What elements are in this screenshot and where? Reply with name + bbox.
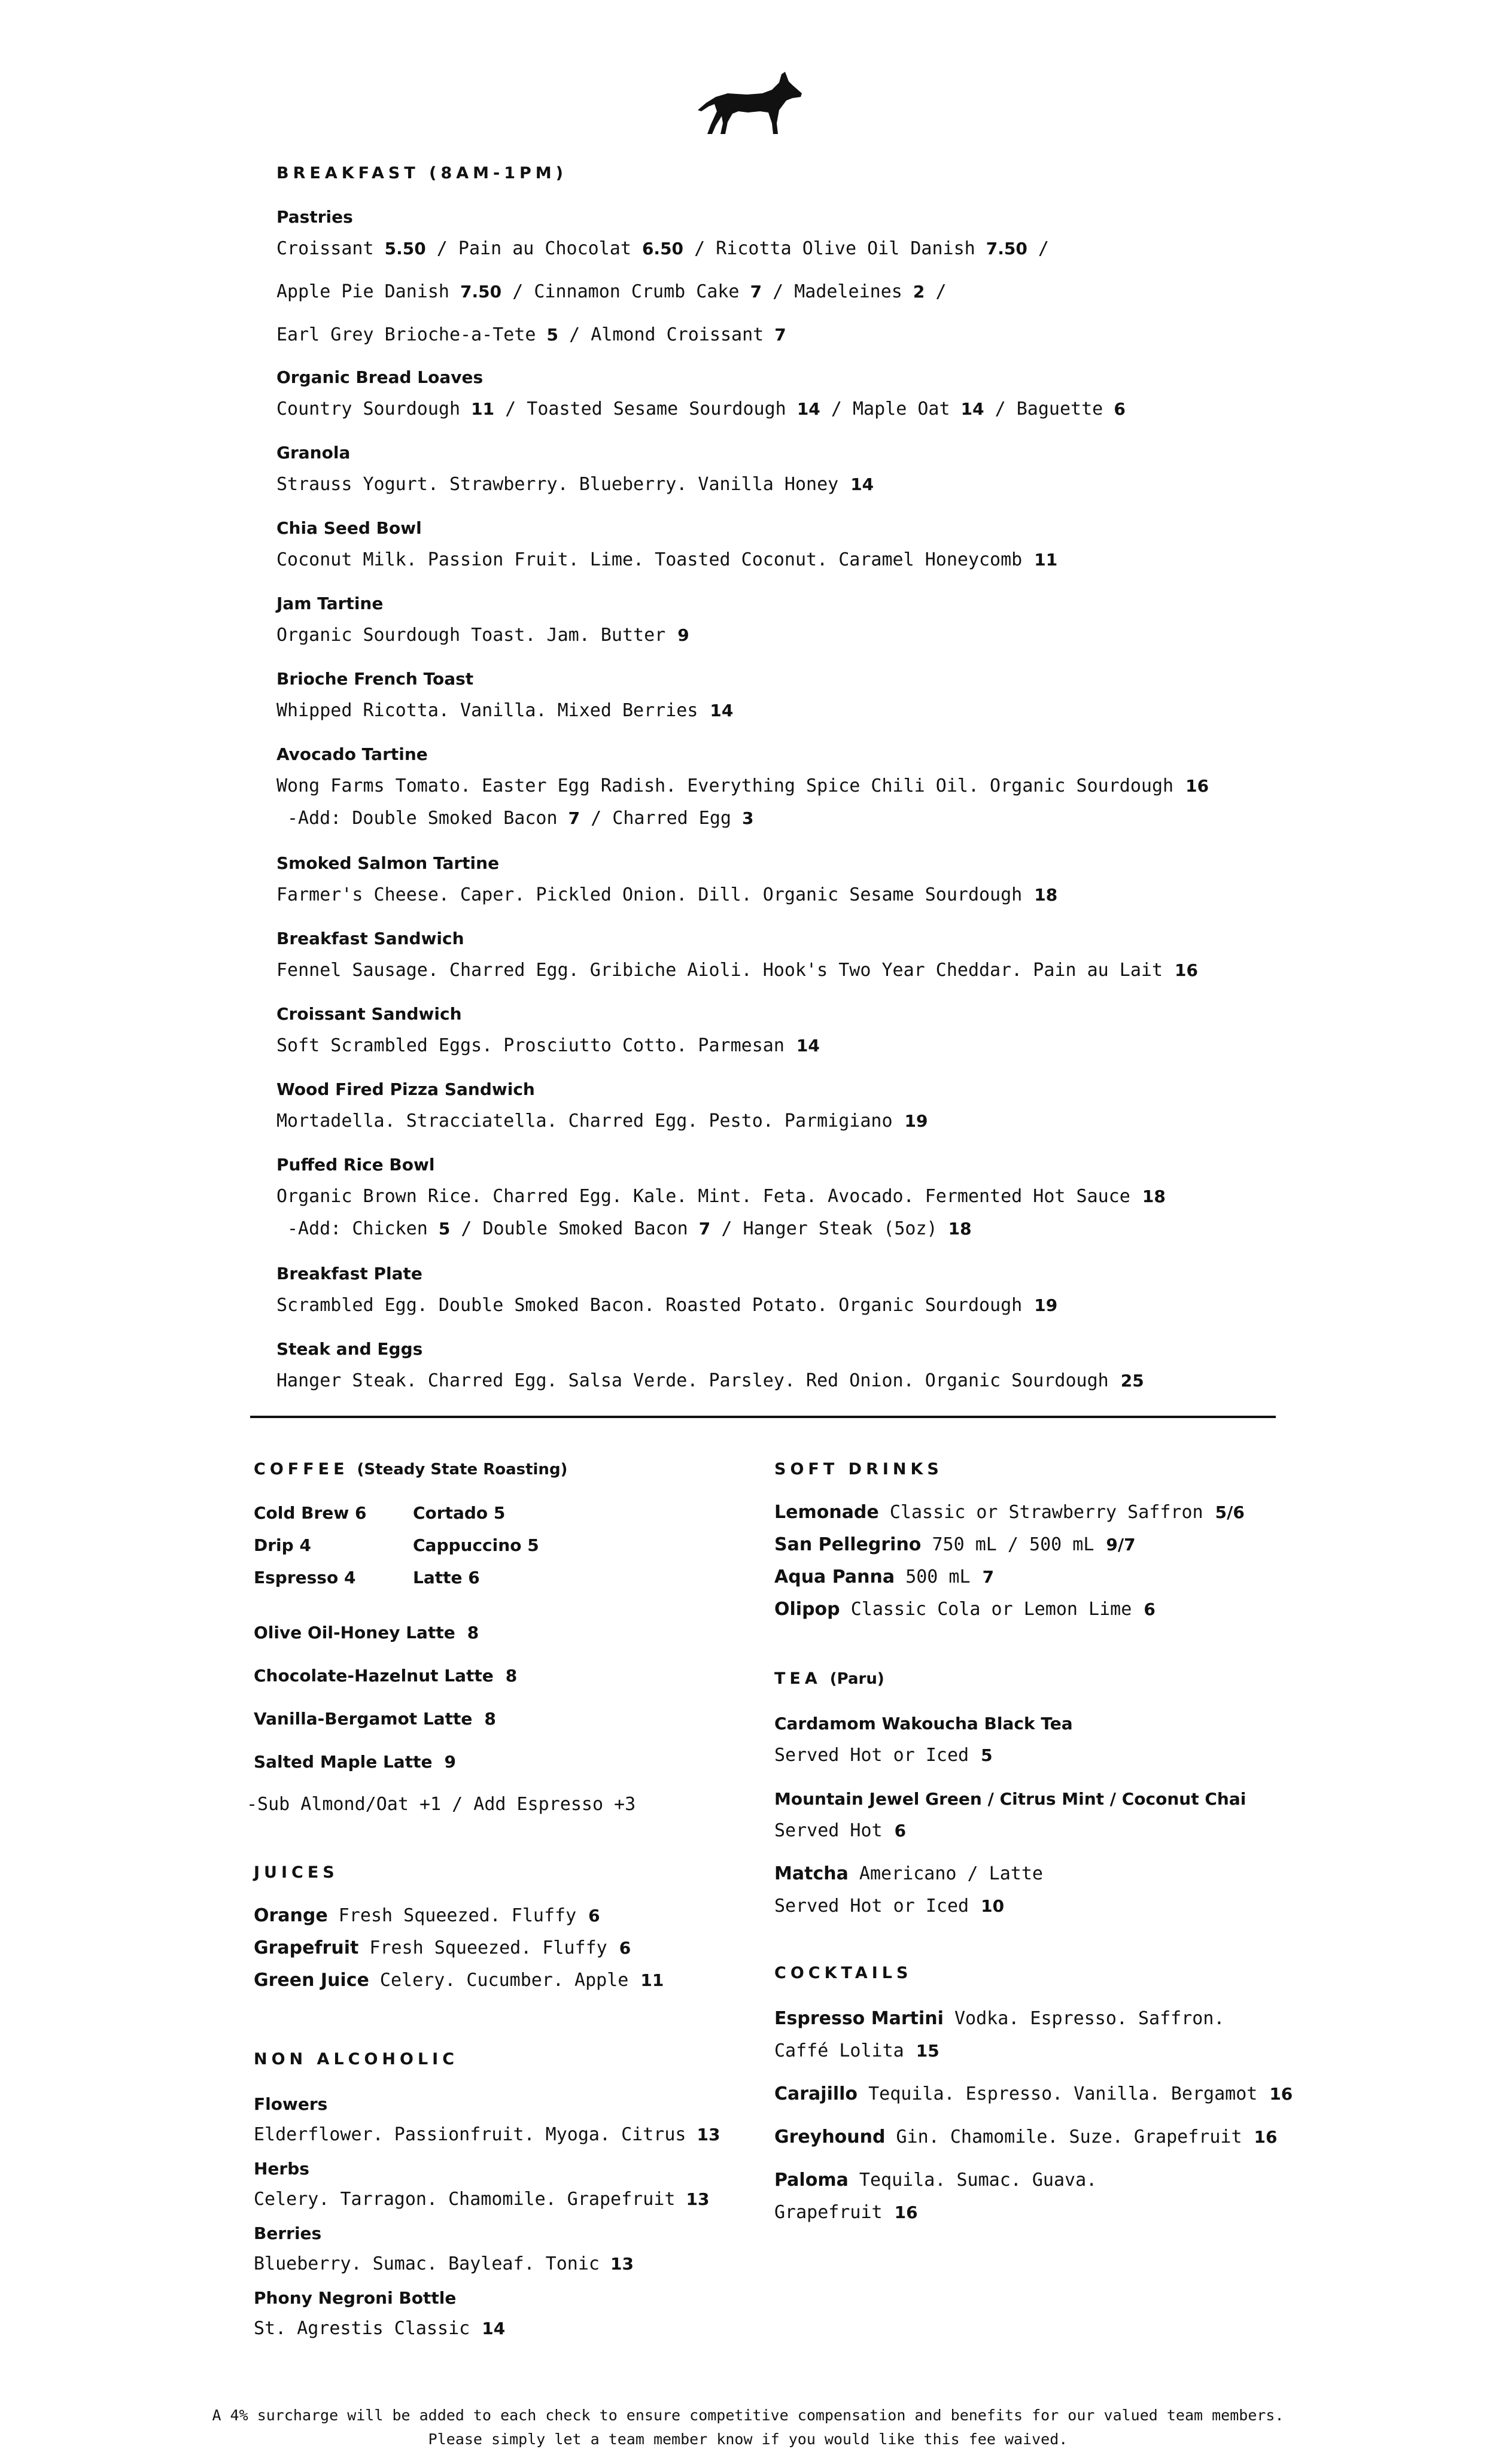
na-desc: St. Agrestis Classic 14	[254, 2318, 506, 2339]
granola-name: Granola	[276, 443, 351, 463]
bread-name: Organic Bread Loaves	[276, 367, 484, 387]
juice-item: Grapefruit Fresh Squeezed. Fluffy 6	[254, 1937, 631, 1958]
pastries-name: Pastries	[276, 207, 353, 227]
cocktail-item: Espresso Martini Vodka. Espresso. Saffron.	[774, 2008, 1225, 2029]
croissant-sandwich-name: Croissant Sandwich	[276, 1004, 462, 1024]
jam-desc: Organic Sourdough Toast. Jam. Butter 9	[276, 625, 689, 646]
soft-drink-item: Aqua Panna 500 mL 7	[774, 1566, 995, 1587]
granola-desc: Strauss Yogurt. Strawberry. Blueberry. Vanilla Honey 14	[276, 474, 874, 495]
na-desc: Blueberry. Sumac. Bayleaf. Tonic 13	[254, 2253, 634, 2274]
croissant-sandwich-desc: Soft Scrambled Eggs. Prosciutto Cotto. Parmesan 14	[276, 1035, 820, 1056]
rice-bowl-desc: Organic Brown Rice. Charred Egg. Kale. Mint. Feta. Avocado. Fermented Hot Sauce 18	[276, 1186, 1166, 1207]
coffee-item: Latte 6	[413, 1568, 480, 1587]
tea-name: Cardamom Wakoucha Black Tea	[774, 1714, 1073, 1733]
pastries-line-1: Croissant 5.50 / Pain au Chocolat 6.50 / Ricotta Olive Oil Danish 7.50 /	[276, 238, 1049, 259]
surcharge-waive-note: Please simply let a team member know if you would like this fee waived.	[428, 2430, 1068, 2448]
chia-desc: Coconut Milk. Passion Fruit. Lime. Toasted Coconut. Caramel Honeycomb 11	[276, 549, 1058, 570]
cocktail-item: Greyhound Gin. Chamomile. Suze. Grapefruit 16	[774, 2127, 1278, 2147]
avocado-desc: Wong Farms Tomato. Easter Egg Radish. Everything Spice Chili Oil. Organic Sourdough 16	[276, 775, 1209, 796]
cocktails-heading: COCKTAILS	[774, 1964, 913, 1982]
coffee-item: Drip 4	[254, 1535, 311, 1555]
bread-line: Country Sourdough 11 / Toasted Sesame Sourdough 14 / Maple Oat 14 / Baguette 6	[276, 399, 1126, 419]
breakfast-sandwich-name: Breakfast Sandwich	[276, 929, 464, 948]
rice-bowl-add: -Add: Chicken 5 / Double Smoked Bacon 7 / Hanger Steak (5oz) 18	[287, 1218, 972, 1239]
steak-desc: Hanger Steak. Charred Egg. Salsa Verde. Parsley. Red Onion. Organic Sourdough 25	[276, 1370, 1144, 1391]
jam-name: Jam Tartine	[276, 594, 384, 613]
tea-desc: Served Hot or Iced 10	[774, 1896, 1005, 1917]
coffee-item: Espresso 4	[254, 1568, 356, 1587]
tea-name: Matcha Americano / Latte	[774, 1863, 1043, 1884]
coffee-sub-note: -Sub Almond/Oat +1 / Add Espresso +3	[247, 1794, 636, 1815]
pizza-sandwich-desc: Mortadella. Stracciatella. Charred Egg. Pesto. Parmigiano 19	[276, 1111, 928, 1131]
latte-item: Vanilla-Bergamot Latte 8	[254, 1709, 496, 1729]
pastries-line-2: Apple Pie Danish 7.50 / Cinnamon Crumb Cake 7 / Madeleines 2 /	[276, 281, 947, 302]
breakfast-sandwich-desc: Fennel Sausage. Charred Egg. Gribiche Aioli. Hook's Two Year Cheddar. Pain au Lait 16	[276, 960, 1199, 981]
cocktail-item: Carajillo Tequila. Espresso. Vanilla. Bergamot 16	[774, 2083, 1293, 2104]
breakfast-plate-name: Breakfast Plate	[276, 1264, 422, 1283]
wolf-icon	[695, 68, 804, 136]
chia-name: Chia Seed Bowl	[276, 518, 422, 538]
na-desc: Celery. Tarragon. Chamomile. Grapefruit 13	[254, 2189, 710, 2210]
section-divider	[250, 1416, 1276, 1418]
tea-heading: TEA (Paru)	[774, 1669, 884, 1688]
na-name: Flowers	[254, 2094, 328, 2114]
cocktail-item: Paloma Tequila. Sumac. Guava.	[774, 2170, 1097, 2191]
juices-heading: JUICES	[254, 1863, 339, 1882]
na-name: Herbs	[254, 2159, 309, 2179]
tea-desc: Served Hot or Iced 5	[774, 1745, 993, 1766]
french-toast-desc: Whipped Ricotta. Vanilla. Mixed Berries 14	[276, 700, 734, 721]
soft-drink-item: Olipop Classic Cola or Lemon Lime 6	[774, 1599, 1156, 1620]
avocado-add: -Add: Double Smoked Bacon 7 / Charred Egg 3	[287, 808, 754, 829]
salmon-name: Smoked Salmon Tartine	[276, 853, 500, 873]
coffee-item: Cortado 5	[413, 1503, 506, 1523]
soft-drinks-heading: SOFT DRINKS	[774, 1460, 943, 1479]
coffee-heading: COFFEE (Steady State Roasting)	[254, 1460, 568, 1479]
na-name: Phony Negroni Bottle	[254, 2288, 457, 2308]
latte-item: Salted Maple Latte 9	[254, 1752, 456, 1772]
cocktail-item-cont: Grapefruit 16	[774, 2202, 918, 2223]
pastries-line-3: Earl Grey Brioche-a-Tete 5 / Almond Croissant 7	[276, 324, 786, 345]
non-alcoholic-heading: NON ALCOHOLIC	[254, 2050, 459, 2068]
soft-drink-item: Lemonade Classic or Strawberry Saffron 5/6	[774, 1502, 1245, 1523]
cocktail-item-cont: Caffé Lolita 15	[774, 2040, 939, 2061]
juice-item: Green Juice Celery. Cucumber. Apple 11	[254, 1970, 664, 1991]
rice-bowl-name: Puffed Rice Bowl	[276, 1155, 435, 1175]
tea-desc: Served Hot 6	[774, 1820, 907, 1841]
coffee-item: Cold Brew 6	[254, 1503, 367, 1523]
na-name: Berries	[254, 2223, 322, 2243]
latte-item: Chocolate-Hazelnut Latte 8	[254, 1666, 518, 1686]
coffee-item: Cappuccino 5	[413, 1535, 539, 1555]
surcharge-note: A 4% surcharge will be added to each check to ensure competitive compensation and benefits for our valued team members.	[212, 2407, 1284, 2424]
tea-name: Mountain Jewel Green / Citrus Mint / Coconut Chai	[774, 1789, 1246, 1809]
breakfast-plate-desc: Scrambled Egg. Double Smoked Bacon. Roasted Potato. Organic Sourdough 19	[276, 1295, 1058, 1316]
french-toast-name: Brioche French Toast	[276, 669, 474, 689]
juice-item: Orange Fresh Squeezed. Fluffy 6	[254, 1905, 600, 1926]
avocado-name: Avocado Tartine	[276, 744, 428, 764]
na-desc: Elderflower. Passionfruit. Myoga. Citrus 13	[254, 2124, 720, 2145]
pizza-sandwich-name: Wood Fired Pizza Sandwich	[276, 1079, 535, 1099]
steak-name: Steak and Eggs	[276, 1339, 423, 1359]
soft-drink-item: San Pellegrino 750 mL / 500 mL 9/7	[774, 1534, 1136, 1555]
breakfast-heading: BREAKFAST (8AM-1PM)	[276, 164, 568, 182]
salmon-desc: Farmer's Cheese. Caper. Pickled Onion. Dill. Organic Sesame Sourdough 18	[276, 884, 1058, 905]
latte-item: Olive Oil-Honey Latte 8	[254, 1623, 479, 1642]
